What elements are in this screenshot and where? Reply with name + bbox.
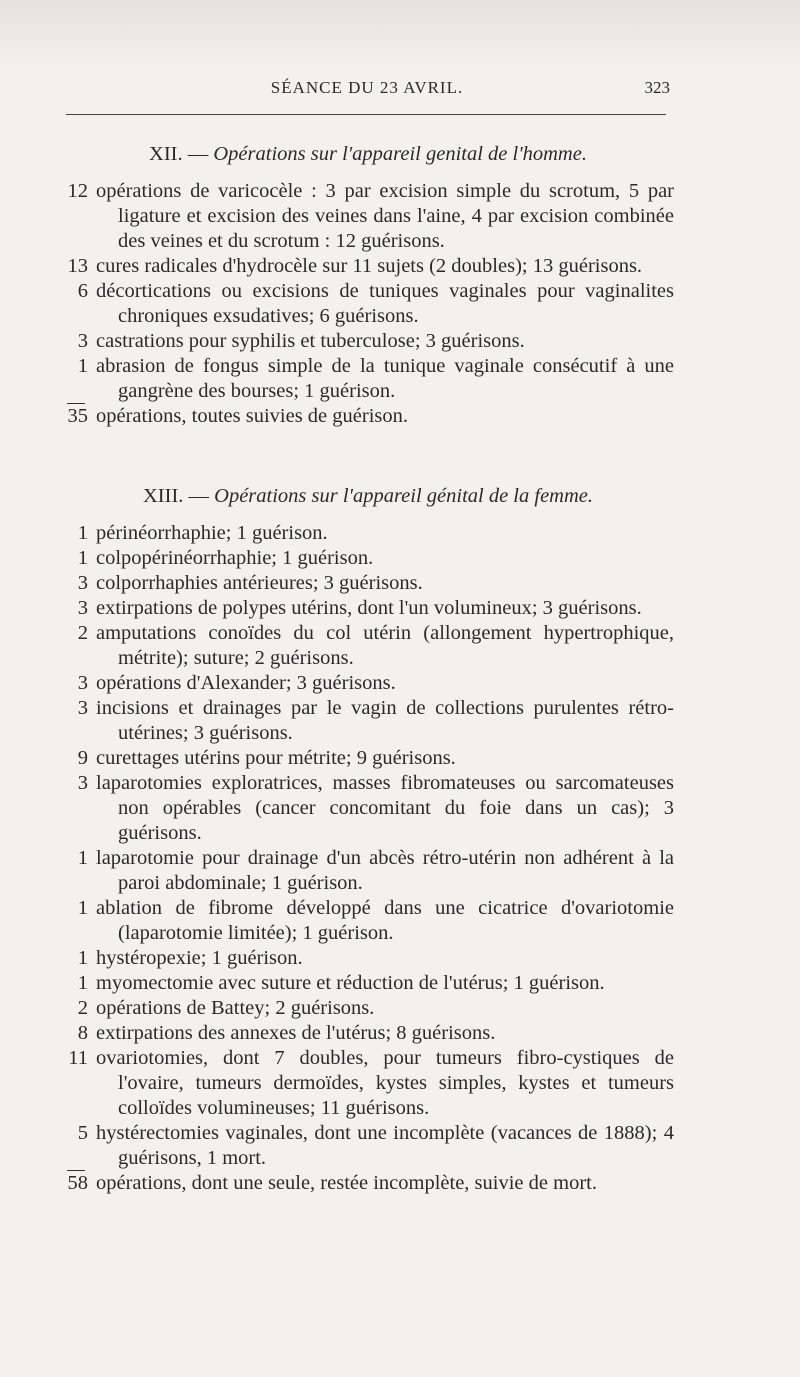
list-item [62,354,674,404]
item-text: ablation de fibrome développé dans une cicatrice d'ovariotomie (laparotomie limitée); 1 guérison. [96,897,674,944]
item-text: hystérectomies vaginales, dont une incomplète (vacances de 1888); 4 guérisons, 1 mort. [96,1122,674,1169]
item-text: opérations de varicocèle : 3 par excision simple du scrotum, 5 par ligature et excision des veines dans l'aine, 4 par excision combinée des veines et du scrotum : 12 guérisons. [96,180,674,252]
section-roman: XII. — [149,143,209,165]
item-text: colpopérinéorrhaphie; 1 guérison. [96,547,374,569]
total-count: 58 [67,1172,88,1194]
item-text: opérations d'Alexander; 3 guérisons. [96,672,396,694]
section-title: Opérations sur l'appareil genital de l'homme. [213,143,587,165]
list-item [62,896,674,946]
item-count: 8 [77,1022,88,1044]
item-text: opérations de Battey; 2 guérisons. [96,997,375,1019]
list-item [62,521,674,546]
item-text: colporrhaphies antérieures; 3 guérisons. [96,572,423,594]
list-item [62,621,674,671]
item-count: 13 [67,255,88,277]
item-count: 1 [77,355,88,377]
item-text: laparotomies exploratrices, masses fibromateuses ou sarcomateuses non opérables (cancer concomitant du foie dans un cas); 3 guérisons. [96,772,674,844]
item-count: 3 [77,597,88,619]
item-text: amputations conoïdes du col utérin (allongement hypertrophique, métrite); suture; 2 guérisons. [96,622,674,669]
running-title: SÉANCE DU 23 AVRIL. [270,78,464,97]
section-xii [62,142,674,429]
item-count: 1 [77,522,88,544]
section-title: Opérations sur l'appareil génital de la femme. [214,485,594,507]
section-heading [62,484,674,509]
list-item [62,329,674,354]
item-text: curettages utérins pour métrite; 9 guérisons. [96,747,456,769]
item-count: 3 [77,772,88,794]
list-item [62,254,674,279]
list-item [62,279,674,329]
item-count: 11 [68,1047,88,1069]
item-text: hystéropexie; 1 guérison. [96,947,303,969]
item-count: 3 [77,672,88,694]
item-text: abrasion de fongus simple de la tunique vaginale consécutif à une gangrène des bourses; 1 guérison. [96,355,674,402]
item-count: 3 [77,330,88,352]
item-count: 1 [77,947,88,969]
page-number: 323 [644,78,670,97]
list-item [62,846,674,896]
item-count: 9 [77,747,88,769]
total-count: 35 [67,405,88,427]
total-line [62,1171,674,1196]
list-item [62,696,674,746]
item-count: 1 [77,547,88,569]
item-text: myomectomie avec suture et réduction de l'utérus; 1 guérison. [96,972,605,994]
list-item [62,596,674,621]
item-text: laparotomie pour drainage d'un abcès rétro-utérin non adhérent à la paroi abdominale; 1 guérison. [96,847,674,894]
item-text: périnéorrhaphie; 1 guérison. [96,522,328,544]
item-count: 3 [77,697,88,719]
item-count: 2 [77,997,88,1019]
total-text: opérations, toutes suivies de guérison. [96,405,409,427]
item-text: ovariotomies, dont 7 doubles, pour tumeurs fibro-cystiques de l'ovaire, tumeurs dermoïdes, kystes simples, kystes et tumeurs colloïdes volumineuses; 11 guérisons. [96,1047,674,1119]
list-item [62,571,674,596]
section-roman: XIII. — [142,485,210,507]
list-item [62,1046,674,1121]
list-item [62,671,674,696]
list-item [62,1121,674,1171]
header-rule [66,114,666,115]
item-text: incisions et drainages par le vagin de collections purulentes rétro-utérines; 3 guérisons. [96,697,674,744]
item-text: castrations pour syphilis et tuberculose; 3 guérisons. [96,330,525,352]
item-text: extirpations des annexes de l'utérus; 8 guérisons. [96,1022,496,1044]
item-text: cures radicales d'hydrocèle sur 11 sujets (2 doubles); 13 guérisons. [96,255,643,277]
item-count: 5 [77,1122,88,1144]
section-xiii [62,484,674,1196]
item-text: décortications ou excisions de tuniques vaginales pour vaginalites chroniques exsudatives; 6 guérisons. [96,280,674,327]
item-count: 1 [77,972,88,994]
item-count: 6 [77,280,88,302]
list-item [62,771,674,846]
section-heading [62,142,674,167]
list-item [62,179,674,254]
list-item [62,746,674,771]
list-item [62,946,674,971]
running-head [64,78,670,102]
item-count: 3 [77,572,88,594]
list-item [62,546,674,571]
total-line [62,404,674,429]
list-item [62,996,674,1021]
list-item [62,971,674,996]
item-count: 2 [77,622,88,644]
item-count: 1 [77,847,88,869]
total-text: opérations, dont une seule, restée incomplète, suivie de mort. [96,1172,597,1194]
list-item [62,1021,674,1046]
item-count: 1 [77,897,88,919]
item-text: extirpations de polypes utérins, dont l'un volumineux; 3 guérisons. [96,597,642,619]
item-count: 12 [67,180,88,202]
